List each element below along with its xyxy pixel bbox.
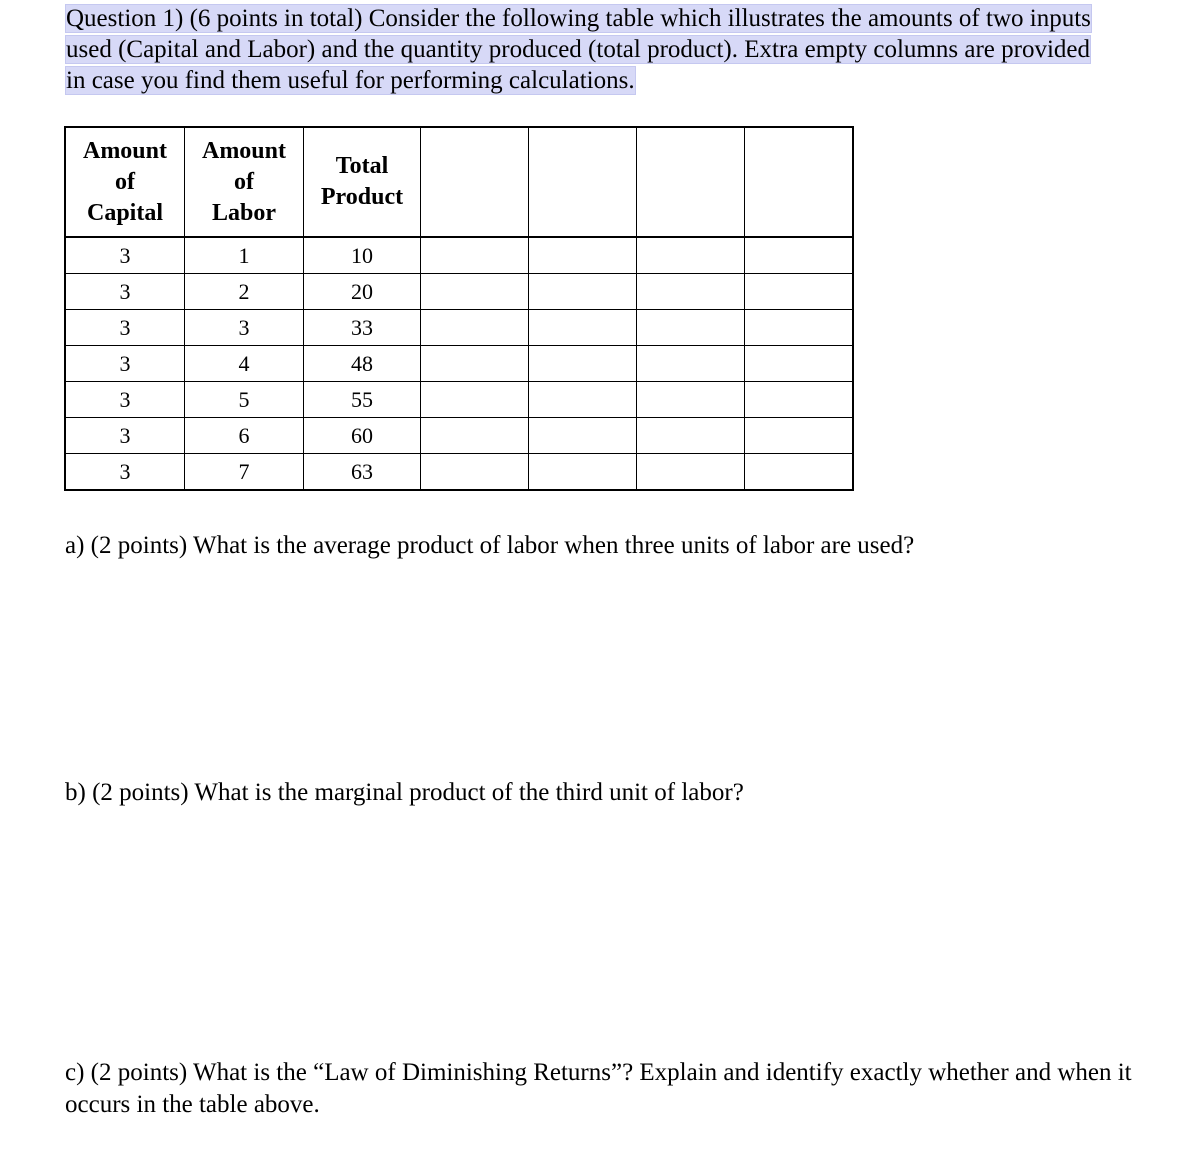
cell-empty [421,418,529,454]
cell-capital: 3 [65,382,185,418]
cell-empty [421,454,529,491]
table-row [65,310,853,346]
cell-empty [421,310,529,346]
cell-labor: 5 [185,382,304,418]
cell-labor: 3 [185,310,304,346]
cell-empty [529,310,637,346]
header-empty-3 [637,127,745,237]
cell-labor: 2 [185,274,304,310]
cell-empty [529,382,637,418]
part-c-question: c) (2 points) What is the “Law of Diminishing Returns”? Explain and identify exactly whether and when it occurs in the table above. [65,1059,1132,1118]
cell-empty [745,454,854,491]
header-labor: Amount of Labor [185,127,304,237]
cell-empty [529,454,637,491]
cell-empty [637,274,745,310]
cell-total-product: 48 [304,346,421,382]
table-row [65,237,853,274]
cell-empty [529,418,637,454]
cell-labor: 4 [185,346,304,382]
table-row [65,418,853,454]
cell-empty [421,274,529,310]
cell-empty [421,237,529,274]
cell-total-product: 10 [304,237,421,274]
cell-empty [745,418,854,454]
question-text [65,3,1115,96]
table-header-row [65,127,853,237]
cell-empty [745,346,854,382]
header-capital: Amount of Capital [65,127,185,237]
table-row [65,274,853,310]
cell-empty [421,346,529,382]
cell-total-product: 63 [304,454,421,491]
cell-empty [529,346,637,382]
cell-capital: 3 [65,310,185,346]
header-empty-1 [421,127,529,237]
cell-capital: 3 [65,274,185,310]
cell-empty [637,346,745,382]
cell-empty [637,418,745,454]
cell-empty [421,382,529,418]
production-table [64,126,854,491]
header-total-product: Total Product [304,127,421,237]
cell-empty [637,310,745,346]
part-a-question: a) (2 points) What is the average product of labor when three units of labor are used? [65,532,915,559]
cell-empty [745,382,854,418]
table-row [65,382,853,418]
cell-capital: 3 [65,418,185,454]
cell-empty [637,237,745,274]
table-row [65,454,853,491]
cell-labor: 6 [185,418,304,454]
part-b-question: b) (2 points) What is the marginal product of the third unit of labor? [65,779,744,806]
cell-empty [745,310,854,346]
cell-empty [637,454,745,491]
cell-empty [529,274,637,310]
cell-empty [745,274,854,310]
header-empty-4 [745,127,854,237]
header-empty-2 [529,127,637,237]
cell-total-product: 33 [304,310,421,346]
cell-empty [637,382,745,418]
cell-labor: 1 [185,237,304,274]
question-highlight: Question 1) (6 points in total) Consider the following table which illustrates the amounts of two inputs used (Capital and Labor) and the quantity produced (total product). Extra empty columns are provided in case you find them useful for performing calculations. [66,5,1091,94]
cell-capital: 3 [65,454,185,491]
cell-total-product: 20 [304,274,421,310]
cell-capital: 3 [65,346,185,382]
cell-empty [745,237,854,274]
table-body [65,237,853,490]
table-row [65,346,853,382]
cell-total-product: 55 [304,382,421,418]
cell-labor: 7 [185,454,304,491]
cell-total-product: 60 [304,418,421,454]
cell-empty [529,237,637,274]
cell-capital: 3 [65,237,185,274]
